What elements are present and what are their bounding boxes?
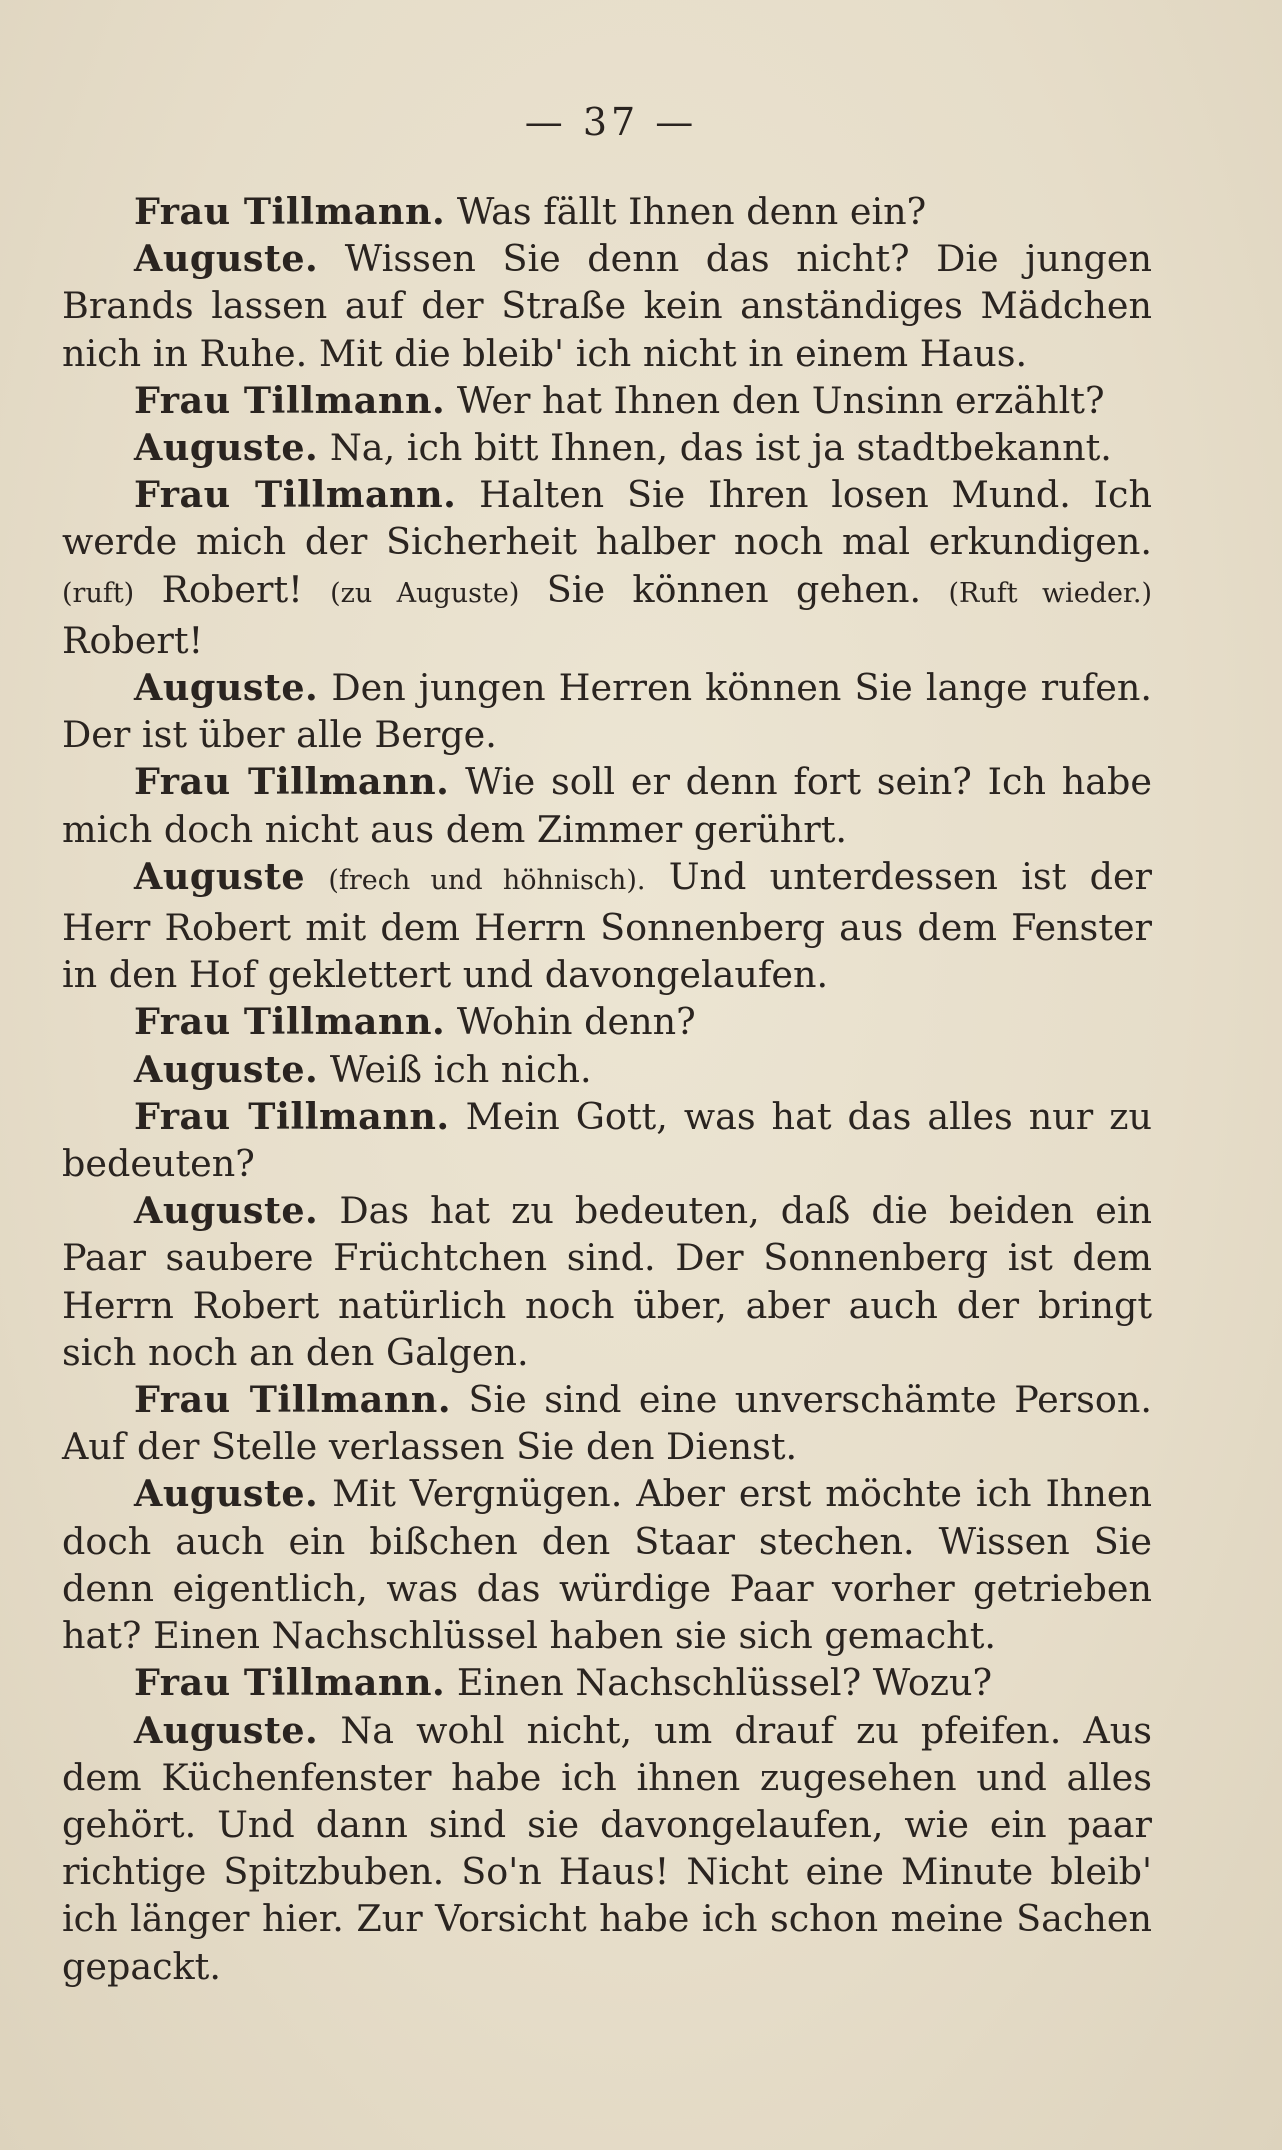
dialogue-text: Wie soll er denn fort sein? Ich habe mich doch nicht aus dem Zimmer gerührt. [62, 760, 1152, 851]
dialogue-paragraph [62, 235, 1152, 377]
dialogue-text: Wissen Sie denn das nicht? Die jungen Brands lassen auf der Straße kein anständiges Mädchen nich in Ruhe. Mit die bleib' ich nicht in einem Haus. [62, 237, 1152, 375]
dialogue-text: Halten Sie Ihren losen Mund. Ich werde mich der Sicherheit halber noch mal erkundigen. [62, 473, 1152, 564]
speaker-name: Frau Tillmann. [134, 1378, 452, 1422]
dialogue-text: Robert! [134, 567, 331, 611]
speaker-name: Frau Tillmann. [134, 1094, 450, 1138]
dialogue-paragraph [62, 188, 1152, 235]
dialogue-text: Na wohl nicht, um drauf zu pfeifen. Aus dem Küchenfenster habe ich ihnen zugesehen und alles gehört. Und dann sind sie davongelaufen, wie ein paar richtige Spitzbuben. So'n Haus! Nicht eine Minute bleib' ich länger hier. Zur Vorsicht habe ich schon meine Sachen gepackt. [62, 1708, 1152, 1988]
dialogue-paragraph [62, 424, 1152, 471]
dialogue-paragraph [62, 1093, 1152, 1187]
dialogue-paragraph [62, 1046, 1152, 1093]
speaker-name: Auguste. [134, 1472, 319, 1516]
speaker-name: Auguste. [134, 666, 319, 710]
speaker-name: Auguste. [134, 1708, 319, 1752]
dialogue-paragraph [62, 998, 1152, 1045]
dialogue-text: Weiß ich nich. [318, 1047, 592, 1091]
dialogue-text: Sie können gehen. [519, 567, 949, 611]
stage-direction: (ruft) [62, 577, 135, 609]
dialogue-text: Was fällt Ihnen denn ein? [445, 190, 927, 233]
speaker-name: Frau Tillmann. [134, 378, 446, 422]
dialogue-text: Und unterdessen ist der Herr Robert mit dem Herrn Sonnenberg aus dem Fenster in den Hof geklettert und davongelaufen. [62, 854, 1152, 997]
speaker-name: Frau Tillmann. [134, 760, 450, 804]
dialogue-text: Na, ich bitt Ihnen, das ist ja stadtbekannt. [318, 426, 1112, 470]
stage-direction: (Ruft wieder.) [948, 577, 1152, 609]
page-number: — 37 — [524, 100, 698, 144]
dialogue-paragraph [62, 471, 1152, 664]
dialogue-paragraph [62, 1659, 1152, 1706]
speaker-name: Frau Tillmann. [134, 473, 457, 517]
play-text [62, 188, 1152, 1990]
dialogue-paragraph [62, 853, 1152, 999]
speaker-name: Auguste. [134, 237, 319, 281]
speaker-name: Frau Tillmann. [134, 1000, 446, 1044]
stage-direction: (frech und höhnisch). [328, 864, 646, 896]
dialogue-text: Wer hat Ihnen den Unsinn erzählt? [445, 378, 1105, 422]
dialogue-paragraph [62, 377, 1152, 424]
dialogue-text: Mit Vergnügen. Aber erst möchte ich Ihnen doch auch ein bißchen den Staar stechen. Wissen Sie denn eigentlich, was das würdige Paar vorher getrieben hat? Einen Nachschlüssel haben sie sich gemacht. [62, 1472, 1152, 1658]
speaker-name: Auguste [134, 854, 306, 898]
speaker-name: Frau Tillmann. [134, 190, 446, 233]
dialogue-text: Das hat zu bedeuten, daß die beiden ein Paar saubere Früchtchen sind. Der Sonnenberg ist dem Herrn Robert natürlich noch über, aber auch der bringt sich noch an den Galgen. [62, 1189, 1152, 1374]
speaker-name: Auguste. [134, 426, 319, 470]
dialogue-text: Den jungen Herren können Sie lange rufen. Der ist über alle Berge. [62, 666, 1152, 757]
speaker-name: Auguste. [134, 1189, 319, 1233]
dialogue-paragraph [62, 1707, 1152, 1990]
dialogue-text: Einen Nachschlüssel? Wozu? [445, 1661, 993, 1705]
dialogue-text: Sie sind eine unverschämte Person. Auf der Stelle verlassen Sie den Dienst. [62, 1378, 1152, 1469]
speaker-name: Auguste. [134, 1047, 319, 1091]
dialogue-paragraph [62, 1376, 1152, 1470]
dialogue-paragraph [62, 664, 1152, 758]
dialogue-paragraph [62, 1470, 1152, 1659]
dialogue-paragraph [62, 1187, 1152, 1376]
dialogue-text: Mein Gott, was hat das alles nur zu bedeuten? [62, 1094, 1152, 1186]
dialogue-text: Robert! [62, 618, 204, 662]
speaker-name: Frau Tillmann. [134, 1661, 446, 1705]
dialogue-text: Wohin denn? [445, 1000, 696, 1044]
dialogue-paragraph [62, 758, 1152, 852]
stage-direction: (zu Auguste) [330, 577, 520, 609]
